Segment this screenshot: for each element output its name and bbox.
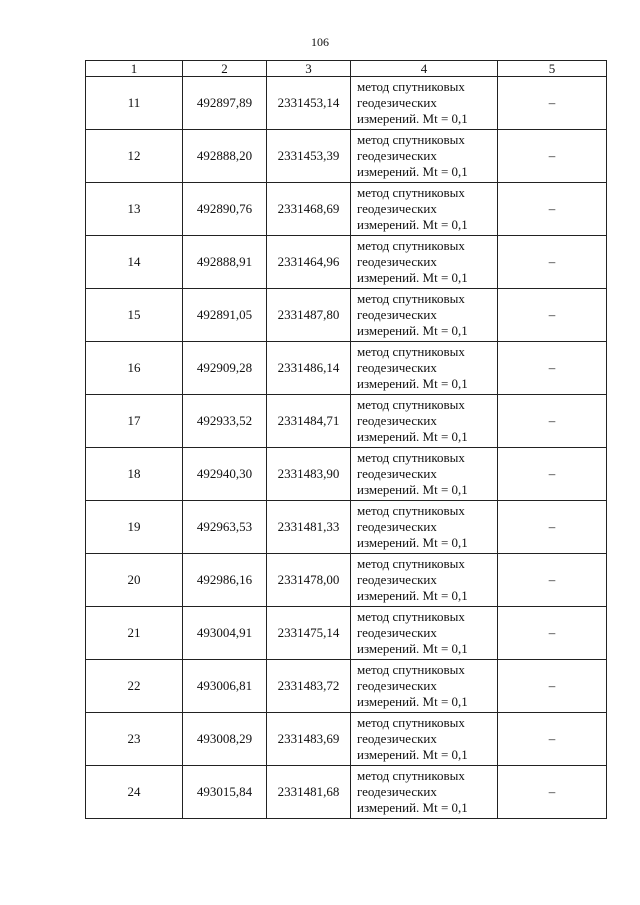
method-cell <box>351 607 498 660</box>
note-cell: – <box>498 77 607 130</box>
method-line: геодезических <box>357 254 437 269</box>
method-line: метод спутниковых <box>357 238 465 253</box>
y-coordinate-cell: 2331464,96 <box>267 236 351 289</box>
point-number-cell: 17 <box>86 395 183 448</box>
note-cell: – <box>498 342 607 395</box>
method-line: геодезических <box>357 95 437 110</box>
method-cell <box>351 713 498 766</box>
method-line: измерений. Mt = 0,1 <box>357 641 468 656</box>
method-line: геодезических <box>357 519 437 534</box>
method-cell <box>351 660 498 713</box>
method-cell <box>351 236 498 289</box>
y-coordinate-cell: 2331475,14 <box>267 607 351 660</box>
note-cell: – <box>498 660 607 713</box>
method-line: геодезических <box>357 572 437 587</box>
table-row <box>86 183 607 236</box>
table-row <box>86 236 607 289</box>
method-line: геодезических <box>357 360 437 375</box>
header-col-4: 4 <box>351 61 498 77</box>
table-row <box>86 766 607 819</box>
x-coordinate-cell: 492891,05 <box>183 289 267 342</box>
header-col-1: 1 <box>86 61 183 77</box>
note-cell: – <box>498 130 607 183</box>
method-line: геодезических <box>357 466 437 481</box>
y-coordinate-cell: 2331453,14 <box>267 77 351 130</box>
point-number-cell: 11 <box>86 77 183 130</box>
point-number-cell: 16 <box>86 342 183 395</box>
method-line: геодезических <box>357 731 437 746</box>
method-line: метод спутниковых <box>357 132 465 147</box>
header-col-3: 3 <box>267 61 351 77</box>
method-line: метод спутниковых <box>357 768 465 783</box>
y-coordinate-cell: 2331483,90 <box>267 448 351 501</box>
method-cell <box>351 766 498 819</box>
method-cell <box>351 342 498 395</box>
method-cell <box>351 289 498 342</box>
method-line: метод спутниковых <box>357 556 465 571</box>
table-body <box>86 77 607 819</box>
note-cell: – <box>498 448 607 501</box>
table-row <box>86 554 607 607</box>
table-row <box>86 77 607 130</box>
x-coordinate-cell: 492933,52 <box>183 395 267 448</box>
point-number-cell: 18 <box>86 448 183 501</box>
note-cell: – <box>498 554 607 607</box>
method-line: геодезических <box>357 678 437 693</box>
y-coordinate-cell: 2331483,69 <box>267 713 351 766</box>
method-line: геодезических <box>357 413 437 428</box>
method-line: метод спутниковых <box>357 185 465 200</box>
note-cell: – <box>498 236 607 289</box>
table-row <box>86 713 607 766</box>
method-line: измерений. Mt = 0,1 <box>357 694 468 709</box>
method-line: метод спутниковых <box>357 397 465 412</box>
table-row <box>86 289 607 342</box>
method-cell <box>351 183 498 236</box>
page-number: 106 <box>311 35 329 49</box>
method-line: геодезических <box>357 307 437 322</box>
note-cell: – <box>498 395 607 448</box>
method-line: измерений. Mt = 0,1 <box>357 800 468 815</box>
method-line: метод спутниковых <box>357 503 465 518</box>
x-coordinate-cell: 492890,76 <box>183 183 267 236</box>
y-coordinate-cell: 2331453,39 <box>267 130 351 183</box>
note-cell: – <box>498 713 607 766</box>
x-coordinate-cell: 493015,84 <box>183 766 267 819</box>
method-cell <box>351 77 498 130</box>
coordinates-table <box>85 60 607 819</box>
y-coordinate-cell: 2331487,80 <box>267 289 351 342</box>
x-coordinate-cell: 493008,29 <box>183 713 267 766</box>
note-cell: – <box>498 289 607 342</box>
x-coordinate-cell: 492986,16 <box>183 554 267 607</box>
point-number-cell: 19 <box>86 501 183 554</box>
x-coordinate-cell: 492963,53 <box>183 501 267 554</box>
table-row <box>86 342 607 395</box>
method-line: метод спутниковых <box>357 291 465 306</box>
method-line: геодезических <box>357 148 437 163</box>
note-cell: – <box>498 766 607 819</box>
x-coordinate-cell: 493004,91 <box>183 607 267 660</box>
method-cell <box>351 501 498 554</box>
method-line: измерений. Mt = 0,1 <box>357 588 468 603</box>
y-coordinate-cell: 2331478,00 <box>267 554 351 607</box>
header-col-2: 2 <box>183 61 267 77</box>
note-cell: – <box>498 183 607 236</box>
point-number-cell: 20 <box>86 554 183 607</box>
method-line: метод спутниковых <box>357 609 465 624</box>
x-coordinate-cell: 492909,28 <box>183 342 267 395</box>
method-line: измерений. Mt = 0,1 <box>357 111 468 126</box>
x-coordinate-cell: 492888,20 <box>183 130 267 183</box>
header-col-5: 5 <box>498 61 607 77</box>
method-line: геодезических <box>357 625 437 640</box>
x-coordinate-cell: 492888,91 <box>183 236 267 289</box>
method-line: измерений. Mt = 0,1 <box>357 217 468 232</box>
table-row <box>86 660 607 713</box>
x-coordinate-cell: 492897,89 <box>183 77 267 130</box>
point-number-cell: 22 <box>86 660 183 713</box>
method-line: измерений. Mt = 0,1 <box>357 429 468 444</box>
method-line: метод спутниковых <box>357 715 465 730</box>
table-header-row <box>86 61 607 77</box>
point-number-cell: 21 <box>86 607 183 660</box>
method-line: измерений. Mt = 0,1 <box>357 376 468 391</box>
method-line: измерений. Mt = 0,1 <box>357 323 468 338</box>
table-row <box>86 607 607 660</box>
method-line: геодезических <box>357 201 437 216</box>
y-coordinate-cell: 2331484,71 <box>267 395 351 448</box>
method-line: измерений. Mt = 0,1 <box>357 535 468 550</box>
method-line: метод спутниковых <box>357 450 465 465</box>
table-row <box>86 130 607 183</box>
point-number-cell: 24 <box>86 766 183 819</box>
method-line: измерений. Mt = 0,1 <box>357 482 468 497</box>
point-number-cell: 23 <box>86 713 183 766</box>
y-coordinate-cell: 2331481,33 <box>267 501 351 554</box>
y-coordinate-cell: 2331483,72 <box>267 660 351 713</box>
method-line: измерений. Mt = 0,1 <box>357 164 468 179</box>
y-coordinate-cell: 2331468,69 <box>267 183 351 236</box>
method-cell <box>351 448 498 501</box>
point-number-cell: 14 <box>86 236 183 289</box>
method-line: геодезических <box>357 784 437 799</box>
table-row <box>86 448 607 501</box>
method-line: измерений. Mt = 0,1 <box>357 270 468 285</box>
method-line: измерений. Mt = 0,1 <box>357 747 468 762</box>
method-line: метод спутниковых <box>357 344 465 359</box>
method-cell <box>351 130 498 183</box>
y-coordinate-cell: 2331486,14 <box>267 342 351 395</box>
table-row <box>86 395 607 448</box>
method-line: метод спутниковых <box>357 79 465 94</box>
point-number-cell: 13 <box>86 183 183 236</box>
method-cell <box>351 395 498 448</box>
table-row <box>86 501 607 554</box>
x-coordinate-cell: 493006,81 <box>183 660 267 713</box>
note-cell: – <box>498 607 607 660</box>
method-cell <box>351 554 498 607</box>
y-coordinate-cell: 2331481,68 <box>267 766 351 819</box>
method-line: метод спутниковых <box>357 662 465 677</box>
x-coordinate-cell: 492940,30 <box>183 448 267 501</box>
point-number-cell: 15 <box>86 289 183 342</box>
point-number-cell: 12 <box>86 130 183 183</box>
note-cell: – <box>498 501 607 554</box>
